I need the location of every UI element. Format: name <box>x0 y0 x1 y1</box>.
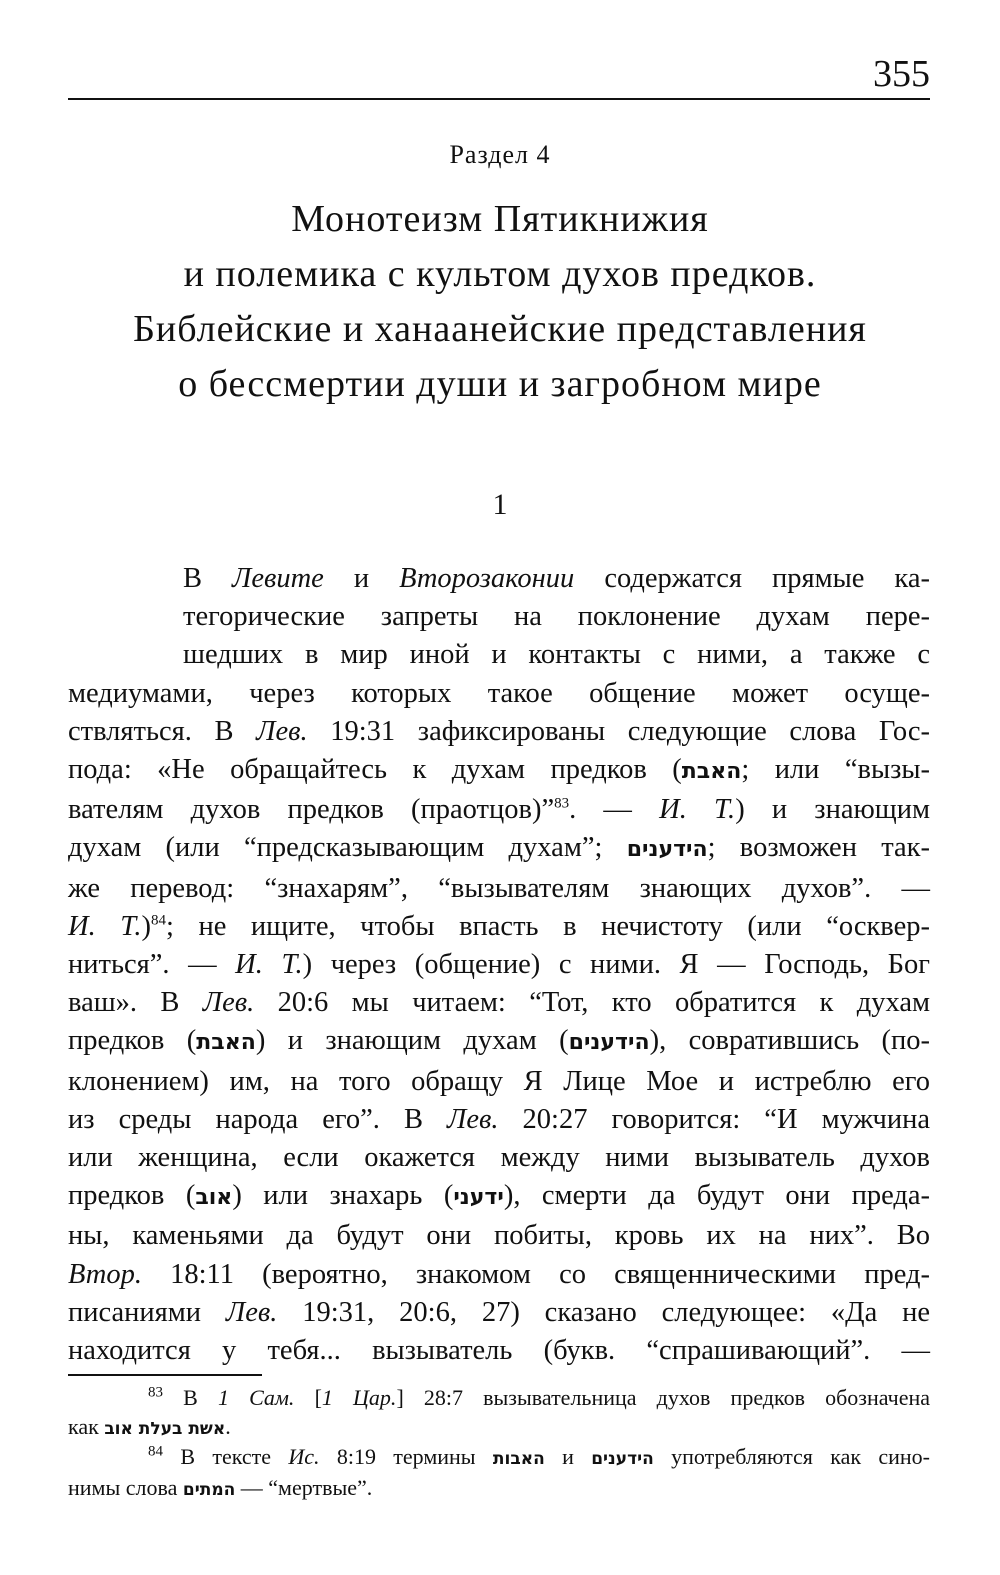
hebrew-term: האבת <box>196 1030 256 1056</box>
body-text <box>68 560 930 1370</box>
text-run: нимы слова <box>68 1474 183 1500</box>
footnote-line <box>68 1443 930 1474</box>
footnotes <box>68 1384 930 1504</box>
text-run: 20:27 говорится: “И мужчина <box>498 1103 930 1135</box>
header-rule <box>68 98 930 100</box>
hebrew-term: אוב <box>195 1185 233 1211</box>
body-line <box>68 829 930 869</box>
hebrew-term: האבת <box>681 759 742 785</box>
body-line <box>68 1063 930 1101</box>
text-run: как <box>68 1413 105 1439</box>
footnote-rule <box>68 1374 262 1376</box>
text-run: ) и знающим <box>735 794 930 826</box>
text-run: клонением) им, на того обращу Я Лице Мое и истреблю его <box>68 1065 930 1097</box>
text-run: ) <box>141 910 151 942</box>
body-line <box>68 984 930 1022</box>
text-run: В тексте <box>163 1444 289 1469</box>
section-title <box>60 192 940 412</box>
italic-reference: Ис. <box>288 1444 320 1469</box>
chapter-number: 1 <box>492 488 508 521</box>
text-run: шедших в мир иной и контакты с ними, а также с <box>183 639 930 671</box>
footnote-83 <box>68 1384 930 1443</box>
body-line <box>68 908 930 946</box>
body-line <box>68 946 930 984</box>
italic-reference: 1 Сам. <box>217 1385 295 1410</box>
title-line: Монотеизм Пятикнижия <box>291 198 709 240</box>
text-run: 20:6 мы читаем: “Тот, кто обратится к духам <box>254 987 931 1019</box>
body-line <box>68 636 930 674</box>
text-run: ) или знахарь ( <box>232 1180 454 1212</box>
text-run: пода: «Не обращайтесь к духам предков ( <box>68 754 682 786</box>
body-line <box>68 1022 930 1062</box>
text-run: ] 28:7 вызывательница духов предков обозначена <box>396 1385 930 1410</box>
text-run: . — <box>569 794 660 826</box>
text-run: и <box>544 1444 592 1469</box>
hebrew-term: אשת בעלת אוב <box>104 1418 226 1439</box>
text-run: медиумами, через которых такое общение может осуще- <box>68 677 930 709</box>
title-line: и полемика с культом духов предков. <box>183 253 817 295</box>
title-line: Библейские и ханаанейские представления <box>133 308 867 350</box>
text-run: предков ( <box>68 1025 197 1057</box>
body-line <box>68 598 930 636</box>
footnote-text <box>163 1444 930 1469</box>
text-run: ствляться. В <box>68 715 257 747</box>
italic-reference: Втор. <box>68 1258 142 1290</box>
body-line <box>68 1294 930 1332</box>
text-run: из среды народа его”. В <box>68 1103 448 1135</box>
italic-reference: И. Т. <box>235 949 303 981</box>
italic-reference: И. Т. <box>659 794 736 826</box>
footnote-84 <box>68 1443 930 1504</box>
text-run: ), совратившись (по- <box>649 1025 930 1057</box>
body-line <box>68 1101 930 1139</box>
footnote-line <box>68 1413 930 1444</box>
text-run: ; или “вызы- <box>741 754 931 786</box>
footnote-ref: 83 <box>554 795 570 812</box>
body-line <box>68 870 930 908</box>
text-run: 19:31 зафиксированы следующие слова Гос- <box>307 715 930 747</box>
body-line <box>68 1177 930 1217</box>
body-line <box>68 1332 930 1370</box>
footnote-number: 84 <box>148 1443 163 1460</box>
text-run: писаниями <box>68 1296 226 1328</box>
text-run: ), смерти да будут они преда- <box>503 1180 930 1212</box>
text-run: ; возможен так- <box>707 832 930 864</box>
text-run: ны, каменьями да будут они побиты, кровь их на них”. Во <box>68 1220 930 1252</box>
hebrew-term: ידעני <box>453 1185 504 1211</box>
text-run: вателям духов предков (праотцов)” <box>68 794 555 826</box>
body-line <box>68 560 930 598</box>
text-run: же перевод: “знахарям”, “вызывателям знающих духов”. — <box>68 872 930 904</box>
text-run: ниться”. — <box>68 949 236 981</box>
text-run: ) через (общение) с ними. Я — Господь, Бог <box>302 949 930 981</box>
italic-reference: Лев. <box>447 1103 499 1135</box>
text-run: содержатся прямые ка- <box>574 563 930 594</box>
body-line <box>68 791 930 829</box>
text-run: духам (или “предсказывающим духам”; <box>68 832 627 864</box>
text-run: тегорические запреты на поклонение духам пере- <box>183 601 930 633</box>
hebrew-term: המתים <box>182 1479 236 1500</box>
text-run: ; не ищите, чтобы впасть в нечистоту (или “осквер- <box>165 910 930 942</box>
body-line <box>68 713 930 751</box>
hebrew-term: האבות <box>492 1449 545 1469</box>
text-run: 8:19 термины <box>319 1444 493 1469</box>
footnote-line <box>68 1384 930 1413</box>
body-line <box>68 1256 930 1294</box>
body-line <box>68 675 930 713</box>
footnote-text <box>163 1385 930 1410</box>
italic-reference: Лев. <box>256 715 308 747</box>
text-run: В <box>163 1385 218 1410</box>
footnote-number: 83 <box>148 1384 163 1401</box>
italic-reference: Лев. <box>225 1296 278 1328</box>
text-run: В <box>183 563 233 594</box>
italic-reference: Лев. <box>202 987 255 1019</box>
text-run: . <box>225 1413 231 1439</box>
italic-reference: 1 Цар. <box>321 1385 397 1410</box>
hebrew-term: הידענים <box>626 837 708 863</box>
footnote-ref: 84 <box>150 912 166 929</box>
hebrew-term: הידענים <box>591 1449 654 1469</box>
text-run: и <box>323 563 400 594</box>
text-run: употребляются как сино- <box>653 1444 930 1469</box>
section-label: Раздел 4 <box>449 140 551 169</box>
page-number: 355 <box>873 53 930 95</box>
text-run: ваш». В <box>68 987 203 1019</box>
body-line <box>68 1139 930 1177</box>
text-run: [ <box>294 1385 322 1410</box>
text-run: предков ( <box>68 1180 196 1212</box>
hebrew-term: הידענים <box>568 1030 650 1056</box>
italic-reference: Левите <box>232 563 324 594</box>
text-run: — “мертвые”. <box>235 1474 373 1500</box>
text-run: ) и знающим духам ( <box>255 1025 569 1057</box>
text-run: 19:31, 20:6, 27) сказано следующее: «Да не <box>277 1296 930 1328</box>
title-line: о бессмертии души и загробном мире <box>178 363 822 405</box>
text-run: находится у тебя... вызыватель (букв. “спрашивающий”. — <box>68 1335 930 1367</box>
body-line <box>68 1217 930 1255</box>
text-run: или женщина, если окажется между ними вызыватель духов <box>68 1142 930 1174</box>
italic-reference: И. Т. <box>68 910 142 942</box>
italic-reference: Второзаконии <box>399 563 575 594</box>
body-line <box>68 751 930 791</box>
footnote-line <box>68 1474 930 1505</box>
text-run: 18:11 (вероятно, знакомом со священническими пред- <box>141 1258 930 1290</box>
